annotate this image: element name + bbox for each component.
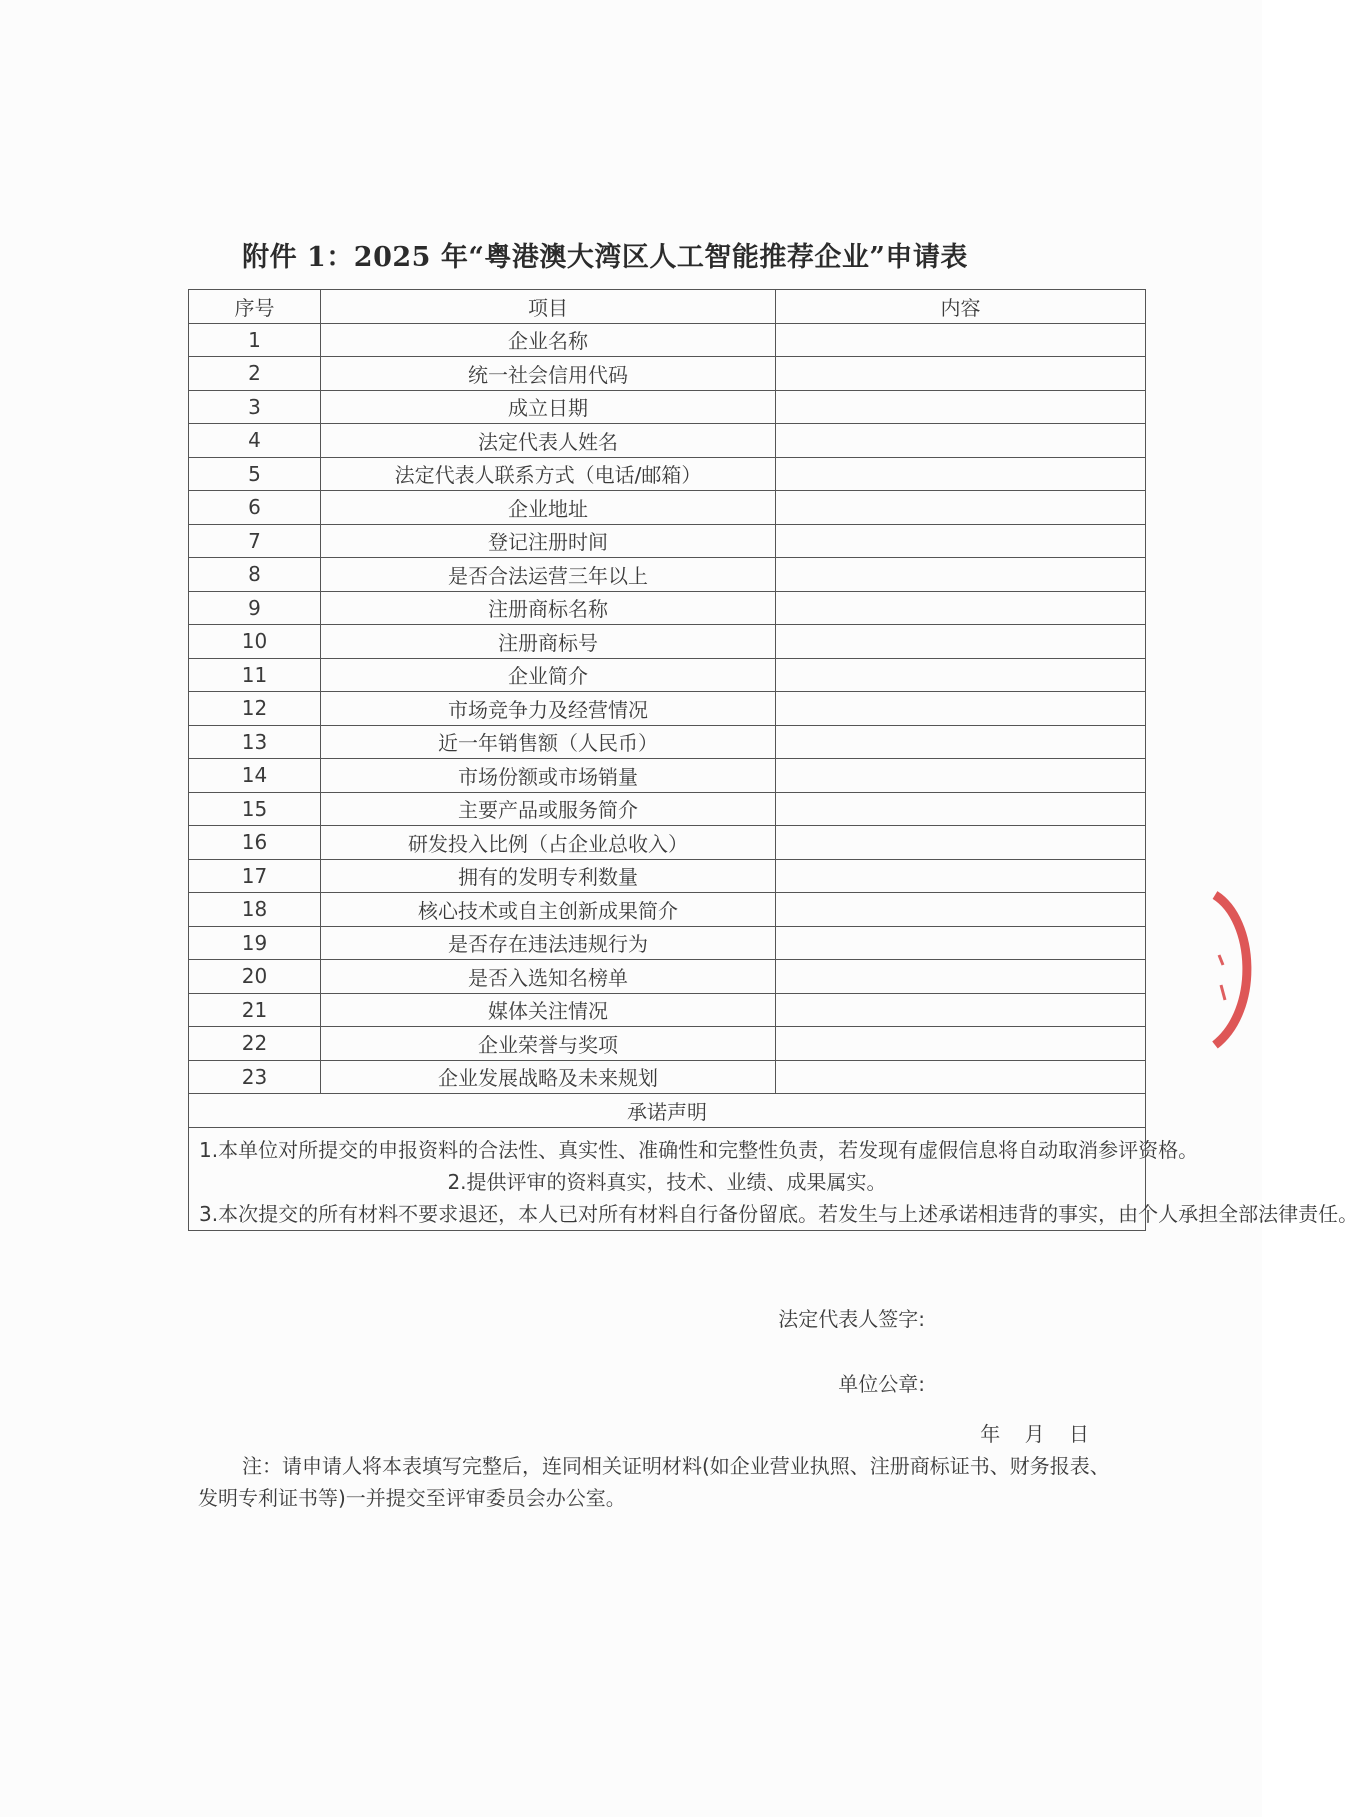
- row-content-input[interactable]: [776, 491, 1146, 525]
- row-item: 是否存在违法违规行为: [321, 926, 776, 960]
- row-item: 主要产品或服务简介: [321, 792, 776, 826]
- row-number: 7: [189, 524, 321, 558]
- table-row: [189, 424, 1146, 458]
- table-row: [189, 792, 1146, 826]
- application-table: [188, 289, 1358, 1446]
- row-number: 16: [189, 826, 321, 860]
- row-number: 17: [189, 859, 321, 893]
- row-number: 19: [189, 926, 321, 960]
- row-item: 企业地址: [321, 491, 776, 525]
- commitment-body-row: [189, 1127, 1146, 1230]
- table-row: [189, 692, 1146, 726]
- header-item: 项目: [321, 290, 776, 324]
- table-row: [189, 524, 1146, 558]
- seal-mark: [1219, 955, 1225, 1000]
- row-content-input[interactable]: [776, 893, 1146, 927]
- row-number: 20: [189, 960, 321, 994]
- row-content-input[interactable]: [776, 591, 1146, 625]
- row-item: 法定代表人联系方式（电话/邮箱）: [321, 457, 776, 491]
- row-item: 是否合法运营三年以上: [321, 558, 776, 592]
- row-item: 核心技术或自主创新成果简介: [321, 893, 776, 927]
- row-content-input[interactable]: [776, 323, 1146, 357]
- row-number: 21: [189, 993, 321, 1027]
- row-item: 近一年销售额（人民币）: [321, 725, 776, 759]
- seal-label: 单位公章:: [838, 1371, 925, 1396]
- row-number: 9: [189, 591, 321, 625]
- red-seal-fragment: [1205, 890, 1265, 1050]
- row-content-input[interactable]: [776, 993, 1146, 1027]
- commitment-text: [189, 1128, 1358, 1230]
- row-content-input[interactable]: [776, 524, 1146, 558]
- row-number: 23: [189, 1060, 321, 1094]
- row-item: 注册商标名称: [321, 591, 776, 625]
- table-row: [189, 357, 1146, 391]
- table-row: [189, 926, 1146, 960]
- date-label: 年 月 日: [980, 1421, 1089, 1446]
- table-row: [189, 960, 1146, 994]
- table-row: [189, 993, 1146, 1027]
- commitment-heading: 承诺声明: [189, 1094, 1146, 1128]
- table-row: [189, 323, 1146, 357]
- header-no: 序号: [189, 290, 321, 324]
- row-content-input[interactable]: [776, 759, 1146, 793]
- row-content-input[interactable]: [776, 859, 1146, 893]
- signature-label: 法定代表人签字:: [778, 1306, 925, 1331]
- row-content-input[interactable]: [776, 357, 1146, 391]
- header-content: 内容: [776, 290, 1146, 324]
- row-content-input[interactable]: [776, 792, 1146, 826]
- row-content-input[interactable]: [776, 558, 1146, 592]
- table-row: [189, 826, 1146, 860]
- table-row: [189, 1027, 1146, 1061]
- row-number: 11: [189, 658, 321, 692]
- row-item: 是否入选知名榜单: [321, 960, 776, 994]
- row-content-input[interactable]: [776, 658, 1146, 692]
- table-row: [189, 491, 1146, 525]
- footnote: 注：请申请人将本表填写完整后，连同相关证明材料(如企业营业执照、注册商标证书、财务报表、发明专利证书等)一并提交至评审委员会办公室。: [198, 1454, 1110, 1510]
- commitment-item-1: 1.本单位对所提交的申报资料的合法性、真实性、准确性和完整性负责，若发现有虚假信息将自动取消参评资格。: [199, 1137, 1199, 1162]
- row-content-input[interactable]: [776, 960, 1146, 994]
- row-item: 企业荣誉与奖项: [321, 1027, 776, 1061]
- table-header-row: [189, 290, 1146, 324]
- table-row: [189, 859, 1146, 893]
- row-number: 15: [189, 792, 321, 826]
- row-content-input[interactable]: [776, 1027, 1146, 1061]
- row-content-input[interactable]: [776, 826, 1146, 860]
- table-row: [189, 658, 1146, 692]
- row-number: 2: [189, 357, 321, 391]
- row-number: 22: [189, 1027, 321, 1061]
- table-row: [189, 558, 1146, 592]
- row-item: 成立日期: [321, 390, 776, 424]
- row-number: 12: [189, 692, 321, 726]
- row-item: 媒体关注情况: [321, 993, 776, 1027]
- row-number: 5: [189, 457, 321, 491]
- row-item: 研发投入比例（占企业总收入）: [321, 826, 776, 860]
- row-number: 6: [189, 491, 321, 525]
- table-row: [189, 625, 1146, 659]
- row-number: 13: [189, 725, 321, 759]
- row-content-input[interactable]: [776, 424, 1146, 458]
- row-content-input[interactable]: [776, 692, 1146, 726]
- seal-ring: [1215, 895, 1247, 1045]
- table-row: [189, 390, 1146, 424]
- commitment-item-2: 2.提供评审的资料真实，技术、业绩、成果属实。: [447, 1169, 887, 1194]
- row-item: 市场份额或市场销量: [321, 759, 776, 793]
- table-row: [189, 1060, 1146, 1094]
- row-number: 10: [189, 625, 321, 659]
- row-item: 登记注册时间: [321, 524, 776, 558]
- row-number: 1: [189, 323, 321, 357]
- row-number: 18: [189, 893, 321, 927]
- row-item: 企业名称: [321, 323, 776, 357]
- table-row: [189, 725, 1146, 759]
- row-content-input[interactable]: [776, 390, 1146, 424]
- table-row: [189, 893, 1146, 927]
- row-content-input[interactable]: [776, 457, 1146, 491]
- form-title: 附件 1：2025 年“粤港澳大湾区人工智能推荐企业”申请表: [242, 242, 968, 273]
- row-item: 注册商标号: [321, 625, 776, 659]
- row-number: 14: [189, 759, 321, 793]
- row-item: 拥有的发明专利数量: [321, 859, 776, 893]
- row-content-input[interactable]: [776, 625, 1146, 659]
- row-item: 市场竞争力及经营情况: [321, 692, 776, 726]
- commitment-cell: [189, 1127, 1358, 1446]
- row-item: 企业简介: [321, 658, 776, 692]
- commitment-heading-row: [189, 1094, 1146, 1128]
- table-row: [189, 759, 1146, 793]
- row-item: 企业发展战略及未来规划: [321, 1060, 776, 1094]
- row-content-input[interactable]: [776, 1060, 1146, 1094]
- table-row: [189, 457, 1146, 491]
- row-content-input[interactable]: [776, 725, 1146, 759]
- row-number: 4: [189, 424, 321, 458]
- table-row: [189, 591, 1146, 625]
- row-content-input[interactable]: [776, 926, 1146, 960]
- table-body: [189, 323, 1146, 1094]
- row-number: 3: [189, 390, 321, 424]
- row-item: 统一社会信用代码: [321, 357, 776, 391]
- row-item: 法定代表人姓名: [321, 424, 776, 458]
- commitment-item-3: 3.本次提交的所有材料不要求退还，本人已对所有材料自行备份留底。若发生与上述承诺相违背的事实，由个人承担全部法律责任。: [199, 1201, 1358, 1226]
- row-number: 8: [189, 558, 321, 592]
